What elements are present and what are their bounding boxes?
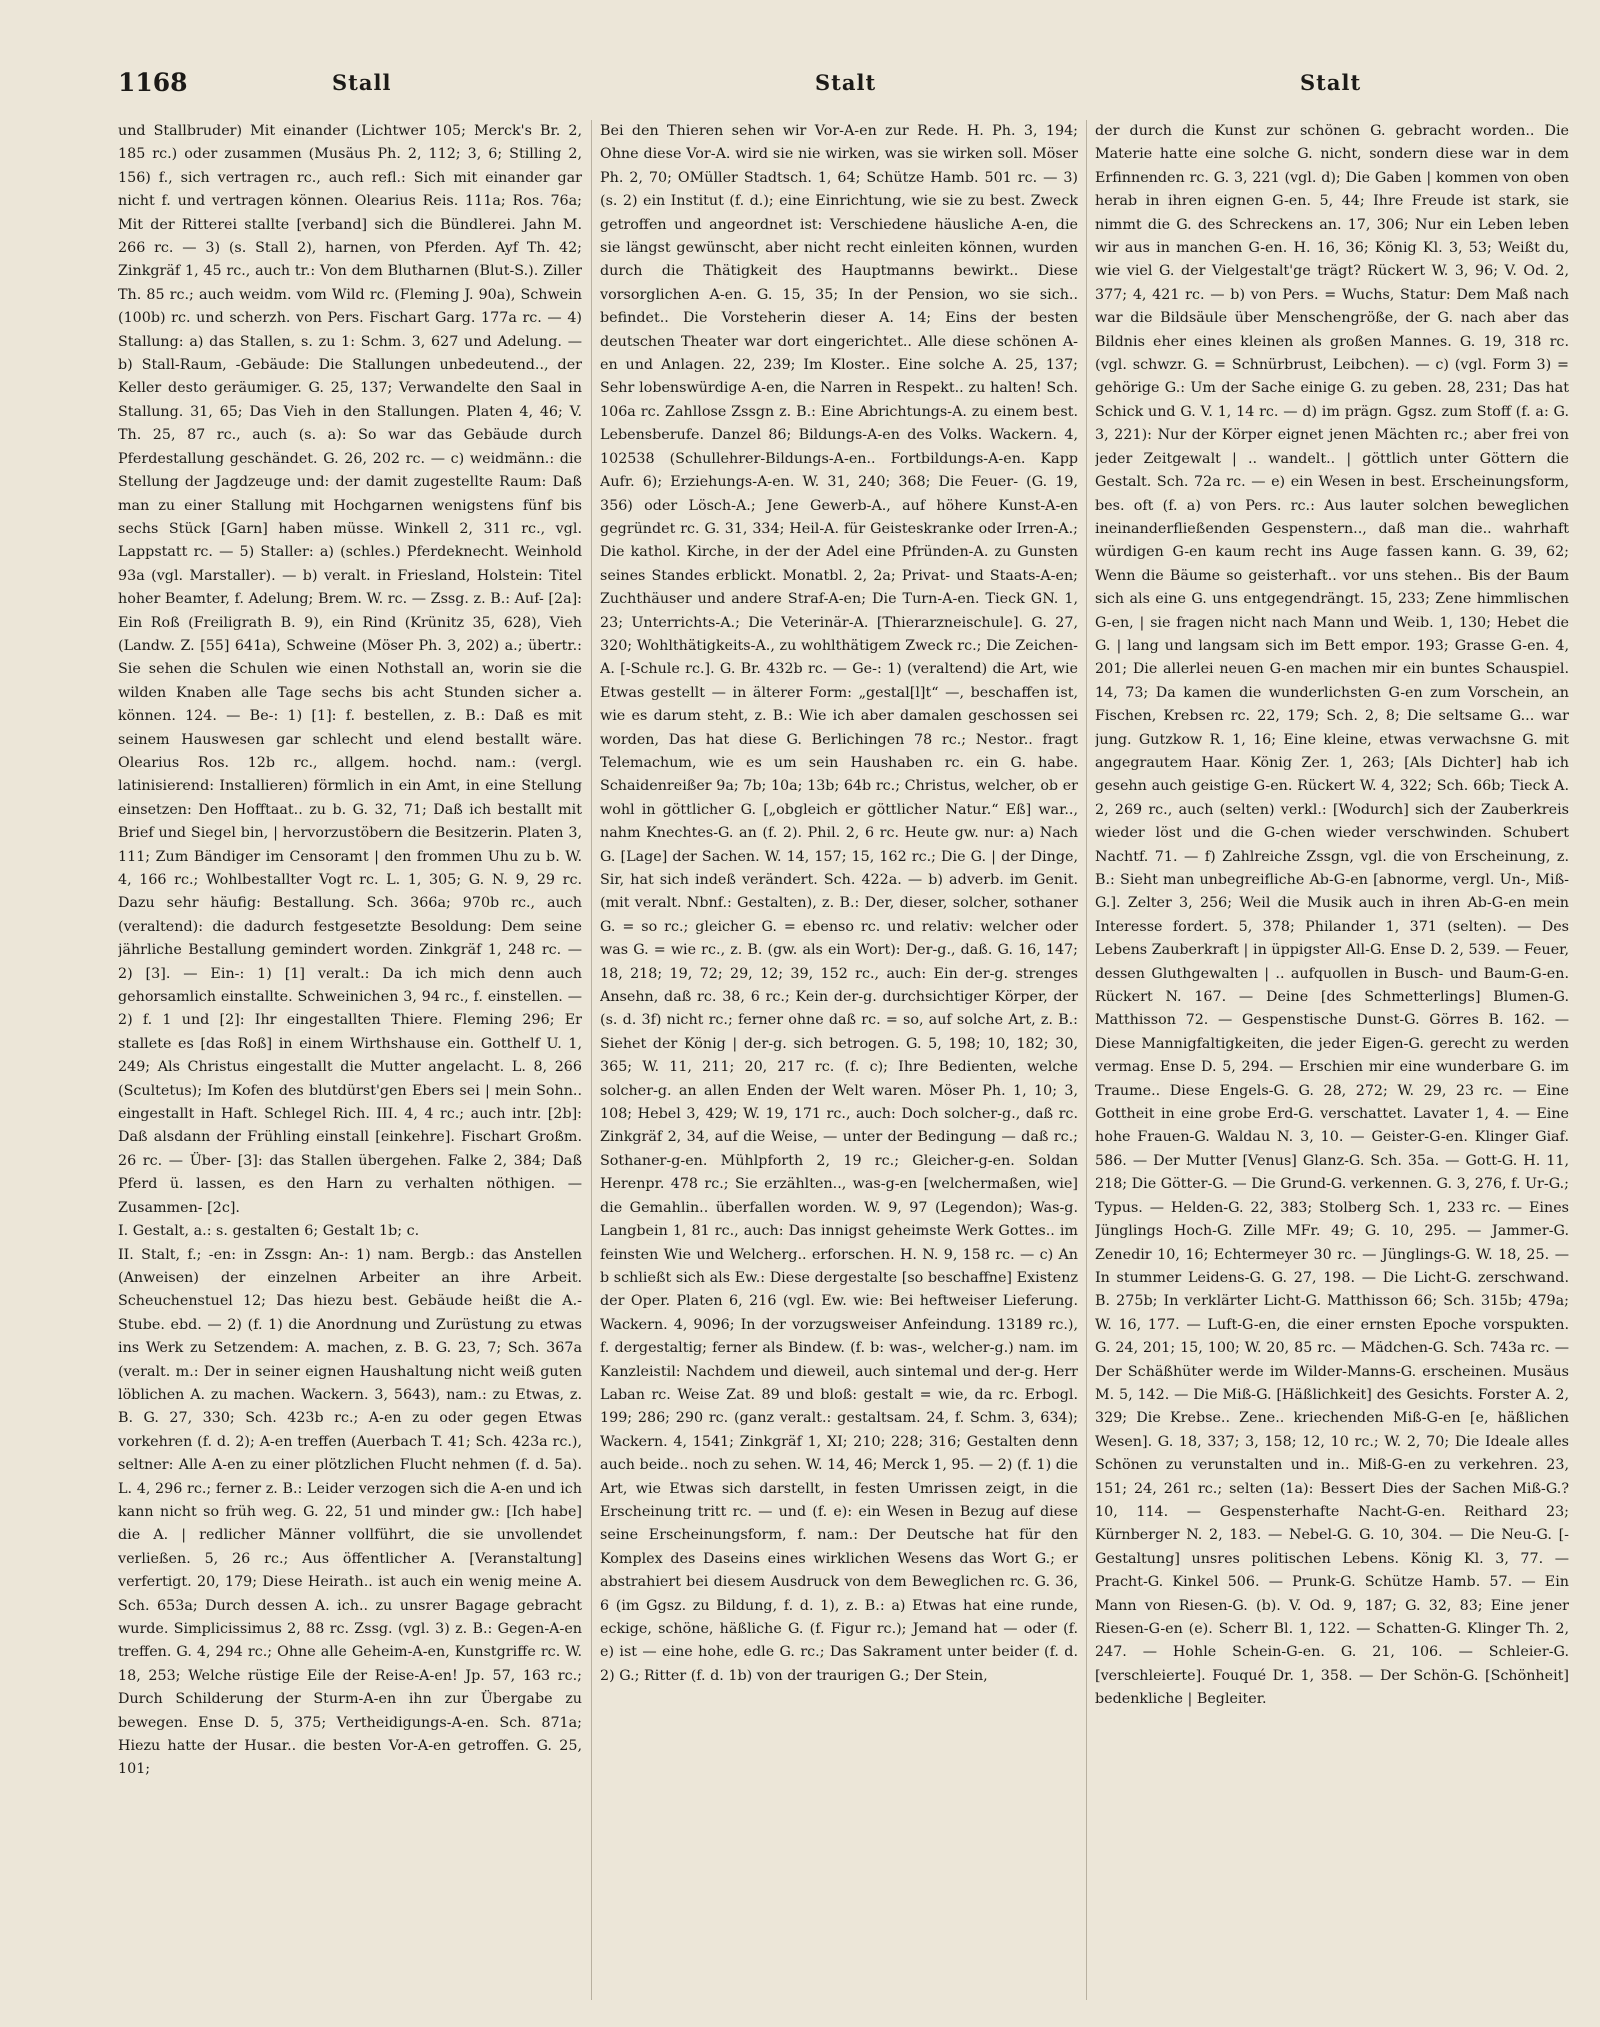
column-divider [591, 120, 592, 2000]
entry-stallen-continued: und Stallbruder) Mit einander (Lichtwer 105; Merck's Br. 2, 185 rc.) oder zusammen (Musäus Ph. 2, 112; 3, 6; Stilling 2, 156) f., sich vertragen rc., auch refl.: Sich mit einander gar nicht f. und vertragen können. Olearius Reis. 111a; Ros. 76a; Mit der Ritterei stallte [verband] sich die Bündlerei. Jahn M. 266 rc. — 3) (s. Stall 2), harnen, von Pferden. Ayf Th. 42; Zinkgräf 1, 45 rc., auch tr.: Von dem Blutharnen (Blut-S.). Ziller Th. 85 rc.; auch weidm. vom Wild rc. (Fleming J. 90a), Schwein (100b) rc. und scherzh. von Pers. Fischart Garg. 177a rc. — 4) Stallung: a) das Stallen, s. zu 1: Schm. 3, 627 und Adelung. — b) Stall-Raum, -Gebäude: Die Stallungen unbedeutend.., der Keller desto geräumiger. G. 25, 137; Verwandelte den Saal in Stallung. 31, 65; Das Vieh in den Stallungen. Platen 4, 46; V. Th. 25, 87 rc., auch (s. a): So war das Gebäude durch Pferdestallung geschändet. G. 26, 202 rc. — c) weidmänn.: die Stellung der Jagdzeuge und: der damit zugestellte Raum: Daß man zu einer Stallung mit Hochgarnen wenigstens fünf bis sechs Stück [Garn] haben müsse. Winkell 2, 311 rc., vgl. Lappstatt rc. — 5) Staller: a) (schles.) Pferdeknecht. Weinhold 93a (vgl. Marstaller). — b) veralt. in Friesland, Holstein: Titel hoher Beamter, f. Adelung; Brem. W. rc. — Zssg. z. B.: Auf- [2a]: Ein Roß (Freiligrath B. 9), ein Rind (Krünitz 35, 628), Vieh (Landw. Z. [55] 641a), Schweine (Möser Ph. 3, 202) a.; übertr.: Sie sehen die Schulen wie einen Nothstall an, worin sie die wilden Knaben alle Tage sechs bis acht Stunden sicher a. können. 124. — Be-: 1) [1]: f. bestellen, z. B.: Daß es mit seinem Hauswesen gar schlecht und elend bestallt wäre. Olearius Ros. 12b rc., allgem. hochd. nam.: (vergl. latinisierend: Installieren) förmlich in ein Amt, in eine Stellung einsetzen: Den Hofftaat.. zu b. G. 32, 71; Daß ich bestallt mit Brief und Siegel bin, | hervorzustöbern die Besitzerin. Platen 3, 111; Zum Bändiger im Censoramt | den frommen Uhu zu b. W. 4, 166 rc.; Wohlbestallter Vogt rc. L. 1, 305; G. N. 9, 29 rc. Dazu sehr häufig: Bestallung. Sch. 366a; 970b rc., auch (veraltend): die dadurch festgesetzte Besoldung: Dem seine jährliche Bestallung gemindert worden. Zinkgräf 1, 248 rc. — 2) [3]. — Ein-: 1) [1] veralt.: Da ich mich denn auch gehorsamlich einstallte. Schweinichen 3, 94 rc., f. einstellen. — 2) f. 1 und [2]: Ihr eingestallten Thiere. Fleming 296; Er stallete es [das Roß] in einem Wirthshause ein. Gotthelf U. 1, 249; Als Christus eingestallt die Mutter angelacht. L. 8, 266 (Scultetus); Im Kofen des blutdürst'gen Ebers sei | mein Sohn.. eingestallt in Haft. Schlegel Rich. III. 4, 4 rc.; auch intr. [2b]: Daß alsdann der Frühling einstall [einkehre]. Fischart Großm. 26 rc. — Über- [3]: das Stallen übergehen. Falke 2, 384; Daß Pferd ü. lassen, es den Harn zu verhalten nöthigen. — Zusammen- [2c]. [118, 123, 582, 1216]
entry-stalt-ii: II. Stalt, f.; -en: in Zssgn: An-: 1) nam. Bergb.: das Anstellen (Anweisen) der einzelnen Arbeiter an ihre Arbeit. Scheuchenstuel 12; Das hiezu best. Gebäude heißt die A.-Stube. ebd. — 2) (f. 1) die Anordnung und Zurüstung zu etwas ins Werk zu Setzendem: A. machen, z. B. G. 23, 7; Sch. 367a (veralt. m.: Der in seiner eignen Haushaltung nicht weiß guten löblichen A. zu machen. Wackern. 3, 5643), nam.: zu Etwas, z. B. G. 27, 330; Sch. 423b rc.; A-en zu oder gegen Etwas vorkehren (f. d. 2); A-en treffen (Auerbach T. 41; Sch. 423a rc.), seltner: Alle A-en zu einer plötzlichen Flucht nehmen (f. d. 5a). L. 4, 296 rc.; ferner z. B.: Leider verzogen sich die A-en und ich kann nicht so früh weg. G. 22, 51 und minder gw.: [Ich habe] die A. | redlicher Männer vollführt, die sie unvollendet verließen. 5, 26 rc.; Aus öffentlicher A. [Veranstaltung] verfertigt. 20, 179; Diese Heirath.. ist auch ein wenig meine A. Sch. 653a; Durch dessen A. ich.. zu unsrer Bagage gebracht wurde. Simplicissimus 2, 88 rc. Zssg. (vgl. 3) z. B.: Gegen-A-en treffen. G. 4, 294 rc.; Ohne alle Geheim-A-en, Kunstgriffe rc. W. 18, 253; Welche rüstige Eile der Reise-A-en! Jp. 57, 163 rc.; Durch Schilderung der Sturm-A-en ihn zur Übergabe zu bewegen. Ense D. 5, 375; Vertheidigungs-A-en. Sch. 871a; Hiezu hatte der Husar.. die besten Vor-A-en getroffen. G. 25, 101; [118, 1246, 582, 1778]
entry-text-block: Bei den Thieren sehen wir Vor-A-en zur Rede. H. Ph. 3, 194; Ohne diese Vor-A. wird sie nie wirken, was sie wirken soll. Möser Ph. 2, 70; OMüller Stadtsch. 1, 64; Schütze Hamb. 501 rc. — 3) (s. 2) ein Institut (f. d.); eine Einrichtung, wie sie zu best. Zweck getroffen und angeordnet ist: Verschiedene häusliche A-en, die sie längst gewünscht, aber nicht recht einleiten können, wurden durch die Thätigkeit des Hauptmanns bewirkt.. Diese vorsorglichen A-en. G. 15, 35; In der Pension, wo sie sich.. befindet.. Die Vorsteherin dieser A. 14; Eins der besten deutschen Theater war dort eingerichtet.. Alle diese schönen A-en und Anlagen. 22, 239; Im Kloster.. Eine solche A. 25, 137; Sehr lobenswürdige A-en, die Narren in Respekt.. zu halten! Sch. 106a rc. Zahllose Zssgn z. B.: Eine Abrichtungs-A. zu einem best. Lebensberufe. Danzel 86; Bildungs-A-en des Volks. Wackern. 4, 102538 (Schullehrer-Bildungs-A-en.. Fortbildungs-A-en. Kapp Aufr. 6); Erziehungs-A-en. W. 31, 240; 368; Die Feuer- (G. 19, 356) oder Lösch-A.; Jene Gewerb-A., auf höhere Kunst-A-en gegründet rc. G. 31, 334; Heil-A. für Geisteskranke oder Irren-A.; Die kathol. Kirche, in der der Adel eine Pfründen-A. zu Gunsten seines Standes erblickt. Monatbl. 2, 2a; Privat- und Staats-A-en; Zuchthäuser und andere Straf-A-en; Die Turn-A-en. Tieck GN. 1, 23; Unterrichts-A.; Die Veterinär-A. [Thierarzneischule]. G. 27, 320; Wohlthätigkeits-A., zu wohlthätigem Zweck rc.; Die Zeichen-A. [-Schule rc.]. G. Br. 432b rc. — Ge-: 1) (veraltend) die Art, wie Etwas gestellt — in älterer Form: „gestal[l]t“ —, beschaffen ist, wie es darum steht, z. B.: Wie ich aber damalen geschossen sei worden, Das hat diese G. Berlichingen 78 rc.; Nestor.. fragt Telemachum, wie es um sein Haushaben rc. ein G. habe. Schaidenreißer 9a; 7b; 10a; 13b; 64b rc.; Christus, welcher, ob er wohl in göttlicher G. [„obgleich er göttlicher Natur.“ Eß] war.., nahm Knechtes-G. an (f. 2). Phil. 2, 6 rc. Heute gw. nur: a) Nach G. [Lage] der Sachen. W. 14, 157; 15, 162 rc.; Die G. | der Dinge, Sir, hat sich indeß verändert. Sch. 422a. — b) adverb. im Genit. (mit veralt. Nbnf.: Gestalten), z. B.: Der, dieser, solcher, sothaner G. = so rc.; gleicher G. = ebenso rc. und relativ: welcher oder was G. = wie rc., z. B. (gw. als ein Wort): Der-g., daß. G. 16, 147; 18, 218; 19, 72; 29, 12; 39, 152 rc., auch: Ein der-g. strenges Ansehn, daß rc. 38, 6 rc.; Kein der-g. durchsichtiger Körper, der (s. d. 3f) nicht rc.; ferner ohne daß rc. = so, auf solche Art, z. B.: Siehet der König | der-g. sich betrogen. G. 5, 198; 10, 182; 30, 365; W. 11, 211; 20, 217 rc. (f. c); Ihre Bedienten, welche solcher-g. an allen Enden der Welt waren. Möser Ph. 1, 10; 3, 108; Hebel 3, 429; W. 19, 171 rc., auch: Doch solcher-g., daß rc. Zinkgräf 2, 34, auf die Weise, — unter der Bedingung — daß rc.; Sothaner-g-en. Mühlpforth 2, 19 rc.; Gleicher-g-en. Soldan Herenpr. 478 rc.; Sie erzählten.., was-g-en [welchermaßen, wie] die Gemahlin.. überfallen worden. W. 9, 97 (Legendon); Was-g. Langbein 1, 81 rc., auch: Das innigst geheimste Werk Gottes.. im feinsten Wie und Welcherg.. erforschen. H. N. 9, 158 rc. — c) An b schließt sich als Ew.: Diese dergestalte [so beschaffne] Existenz der Oper. Platen 6, 216 (vgl. Ew. wie: Bei heftweiser Lieferung. Wackern. 4, 9096; In der vorzugsweiser Anfeindung. 13189 rc.), f. dergestaltig; ferner als Bindew. (f. b: was-, welcher-g.) nam. im Kanzleistil: Nachdem und dieweil, auch sintemal und der-g. Herr Laban rc. Weise Zat. 89 und bloß: gestalt = wie, da rc. Erbogl. 199; 286; 290 rc. (ganz veralt.: gestaltsam. 24, f. Schm. 3, 634); Wackern. 4, 1541; Zinkgräf 1, XI; 210; 228; 316; Gestalten denn auch beide.. noch zu sehen. W. 14, 46; Merck 1, 95. — 2) (f. 1) die Art, wie Etwas sich darstellt, in festen Umrissen zeigt, in die Erscheinung tritt rc. — und (f. e): ein Wesen in Bezug auf diese seine Erscheinungsform, f. nam.: Der Deutsche hat für den Komplex des Daseins eines wirklichen Wesens das Wort G.; er abstrahiert bei diesem Ausdruck von dem Beweglichen rc. G. 36, 6 (im Ggsz. zu Bildung, f. d. 1), z. B.: a) Etwas hat eine runde, eckige, schöne, häßliche G. (f. Figur rc.); Jemand hat — oder (f. e) ist — eine hohe, edle G. rc.; Das Sakrament unter beider (f. d. 2) G.; Ritter (f. d. 1b) von der traurigen G.; Der Stein, [600, 123, 1078, 1684]
entry-gestalt-i: I. Gestalt, a.: s. gestalten 6; Gestalt 1b; c. [118, 1223, 420, 1240]
running-headword-right: Stalt [1300, 70, 1362, 95]
column-left [118, 120, 582, 2010]
page-number: 1168 [118, 68, 188, 97]
column-right [1095, 120, 1569, 2010]
column-center [600, 120, 1078, 2010]
running-headword-center: Stalt [815, 70, 877, 95]
column-divider [1086, 120, 1087, 2000]
page-header [0, 68, 1600, 102]
running-headword-left: Stall [332, 70, 392, 95]
entry-text-block: der durch die Kunst zur schönen G. gebracht worden.. Die Materie hatte eine solche G. nicht, sondern diese war in dem Erfinnenden rc. G. 3, 221 (vgl. d); Die Gaben | kommen von oben herab in ihren eignen G-en. 5, 44; Ihre Freude ist stark, sie nimmt die G. des Schreckens an. 17, 306; Nur ein Leben leben wir aus in manchen G-en. H. 16, 36; König Kl. 3, 53; Weißt du, wie viel G. der Vielgestalt'ge trägt? Rückert W. 3, 96; V. Od. 2, 377; 4, 421 rc. — b) von Pers. = Wuchs, Statur: Dem Maß nach war die Bildsäule über Menschengröße, der G. nach aber das Bildnis eher eines kleinen als großen Mannes. G. 19, 318 rc. (vgl. schwzr. G. = Schnürbrust, Leibchen). — c) (vgl. Form 3) = gehörige G.: Um der Sache einige G. zu geben. 28, 231; Das hat Schick und G. V. 1, 14 rc. — d) im prägn. Ggsz. zum Stoff (f. a: G. 3, 221): Nur der Körper eignet jenen Mächten rc.; aber frei von jeder Zeitgewalt | .. wandelt.. | göttlich unter Göttern die Gestalt. Sch. 72a rc. — e) ein Wesen in best. Erscheinungsform, bes. oft (f. a) von Pers. rc.: Aus lauter solchen beweglichen ineinanderfließenden Gespenstern.., daß man die.. wahrhaft würdigen G-en kaum recht ins Auge fassen kann. G. 39, 62; Wenn die Bäume so geisterhaft.. vor uns stehen.. Bis der Baum sich als eine G. uns entgegendrängt. 15, 233; Zene himmlischen G-en, | sie fragen nicht nach Mann und Weib. 1, 130; Hebet die G. | lang und langsam sich im Bett empor. 193; Grasse G-en. 4, 201; Die allerlei neuen G-en machen mir ein buntes Schauspiel. 14, 73; Da kamen die wunderlichsten G-en zum Vorschein, an Fischen, Krebsen rc. 22, 179; Sch. 2, 8; Die seltsame G... war jung. Gutzkow R. 1, 16; Eine kleine, etwas verwachsne G. mit angegrautem Haar. König Zer. 1, 263; [Als Dichter] hab ich gesehn auch geistige G-en. Rückert W. 4, 322; Sch. 66b; Tieck A. 2, 269 rc., auch (selten) verkl.: [Wodurch] sich der Zauberkreis wieder löst und die G-chen wieder verschwinden. Schubert Nachtf. 71. — f) Zahlreiche Zssgn, vgl. die von Erscheinung, z. B.: Sieht man unbegreifliche Ab-G-en [abnorme, vergl. Un-, Miß-G.]. Zelter 3, 256; Weil die Musik auch in ihren Ab-G-en mein Interesse fordert. 5, 378; Philander 1, 371 (selten). — Des Lebens Zauberkraft | in üppigster All-G. Ense D. 2, 539. — Feuer, dessen Gluthgewalten | .. aufquollen in Busch- und Baum-G-en. Rückert N. 167. — Deine [des Schmetterlings] Blumen-G. Matthisson 72. — Gespenstische Dunst-G. Görres B. 162. — Diese Mannigfaltigkeiten, die jeder Eigen-G. gerecht zu werden vermag. Ense D. 5, 294. — Erschien mir eine wunderbare G. im Traume.. Diese Engels-G. G. 28, 272; W. 29, 23 rc. — Eine Gottheit in eine grobe Erd-G. verschattet. Lavater 1, 4. — Eine hohe Frauen-G. Waldau N. 3, 10. — Geister-G-en. Klinger Giaf. 586. — Der Mutter [Venus] Glanz-G. Sch. 35a. — Gott-G. H. 11, 218; Die Götter-G. — Die Grund-G. verkennen. G. 3, 276, f. Ur-G.; Typus. — Helden-G. 22, 383; Stolberg Sch. 1, 233 rc. — Eines Jünglings Hoch-G. Zille MFr. 49; G. 10, 295. — Jammer-G. Zenedir 10, 16; Echtermeyer 30 rc. — Jünglings-G. W. 18, 25. — In stummer Leidens-G. G. 27, 198. — Die Licht-G. zerschwand. B. 275b; In verklärter Licht-G. Matthisson 66; Sch. 315b; 479a; W. 16, 177. — Luft-G-en, die einer ernsten Epoche vorspukten. G. 24, 201; 15, 100; W. 20, 85 rc. — Mädchen-G. Sch. 743a rc. — Der Schäßhüter werde im Wilder-Manns-G. erscheinen. Musäus M. 5, 142. — Die Miß-G. [Häßlichkeit] des Gesichts. Forster A. 2, 329; Die Krebse.. Zene.. kriechenden Miß-G-en [e, häßlichen Wesen]. G. 18, 337; 3, 158; 12, 10 rc.; W. 2, 70; Die Ideale alles Schönen zu verunstalten und in.. Miß-G-en zu verkehren. 23, 151; 24, 261 rc.; selten (1a): Bessert Dies der Sachen Miß-G.? 10, 114. — Gespensterhafte Nacht-G-en. Reithard 23; Kürnberger N. 2, 183. — Nebel-G. G. 10, 304. — Die Neu-G. [-Gestaltung] unsres politischen Lebens. König Kl. 3, 77. — Pracht-G. Kinkel 506. — Prunk-G. Schütze Hamb. 57. — Ein Mann von Riesen-G. (b). V. Od. 9, 187; G. 32, 83; Eine jener Riesen-G-en (e). Scherr Bl. 1, 122. — Schatten-G. Klinger Th. 2, 247. — Hohle Schein-G-en. G. 21, 106. — Schleier-G. [verschleierte]. Fouqué Dr. 1, 358. — Der Schön-G. [Schönheit] bedenkliche | Begleiter. [1095, 123, 1569, 1708]
